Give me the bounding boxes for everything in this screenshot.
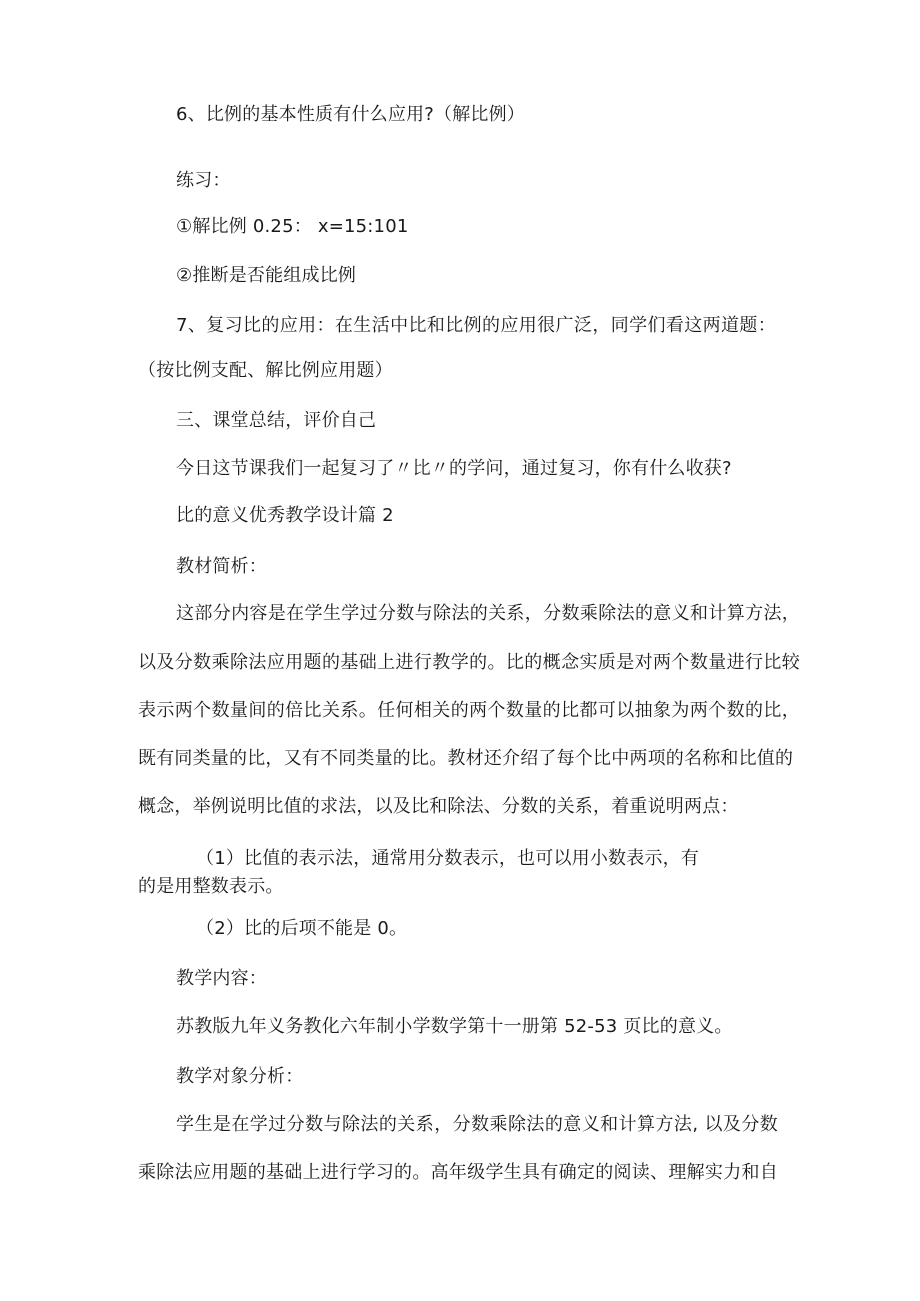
paragraph-line-3: 表示两个数量间的倍比关系。任何相关的两个数量的比都可以抽象为两个数的比， xyxy=(138,700,800,721)
paragraph-line-2: 以及分数乘除法应用题的基础上进行教学的。比的概念实质是对两个数量进行比较 xyxy=(138,652,800,673)
point-2: （2）比的后项不能是 0。 xyxy=(196,918,408,939)
question-7: 7、复习比的应用：在生活中比和比例的应用很广泛，同学们看这两道题： xyxy=(176,315,776,336)
practice-heading: 练习： xyxy=(176,170,231,191)
student-analysis-heading: 教学对象分析： xyxy=(176,1066,304,1087)
teaching-content-heading: 教学内容： xyxy=(176,968,267,989)
paragraph-line-5: 概念，举例说明比值的求法，以及比和除法、分数的关系，着重说明两点： xyxy=(138,796,739,817)
paragraph-line-1: 这部分内容是在学生学过分数与除法的关系，分数乘除法的意义和计算方法， xyxy=(176,603,800,624)
question-6: 6、比例的基本性质有什么应用?（解比例） xyxy=(176,104,526,125)
point-1: （1）比值的表示法，通常用分数表示，也可以用小数表示，有 xyxy=(196,848,700,869)
paragraph-line-4: 既有同类量的比，又有不同类量的比。教材还介绍了每个比中两项的名称和比值的 xyxy=(138,748,794,769)
summary-question: 今日这节课我们一起复习了〃比〃的学问，通过复习，你有什么收获? xyxy=(176,458,732,479)
teaching-content: 苏教版九年义务教化六年制小学数学第十一册第 52-53 页比的意义。 xyxy=(176,1016,733,1037)
point-1-continued: 的是用整数表示。 xyxy=(138,876,284,897)
practice-item-2: ②推断是否能组成比例 xyxy=(176,265,357,286)
student-analysis-line-2: 乘除法应用题的基础上进行学习的。高年级学生具有确定的阅读、理解实力和自 xyxy=(138,1162,778,1183)
material-analysis-heading: 教材简析： xyxy=(176,556,267,577)
student-analysis-line-1: 学生是在学过分数与除法的关系，分数乘除法的意义和计算方法, 以及分数 xyxy=(176,1114,778,1135)
section-3-heading: 三、课堂总结，评价自己 xyxy=(176,410,377,431)
question-7-continued: （按比例支配、解比例应用题） xyxy=(138,360,393,381)
practice-item-1: ①解比例 0.25： x=15:101 xyxy=(176,216,409,237)
design-title: 比的意义优秀教学设计篇 2 xyxy=(176,505,394,526)
